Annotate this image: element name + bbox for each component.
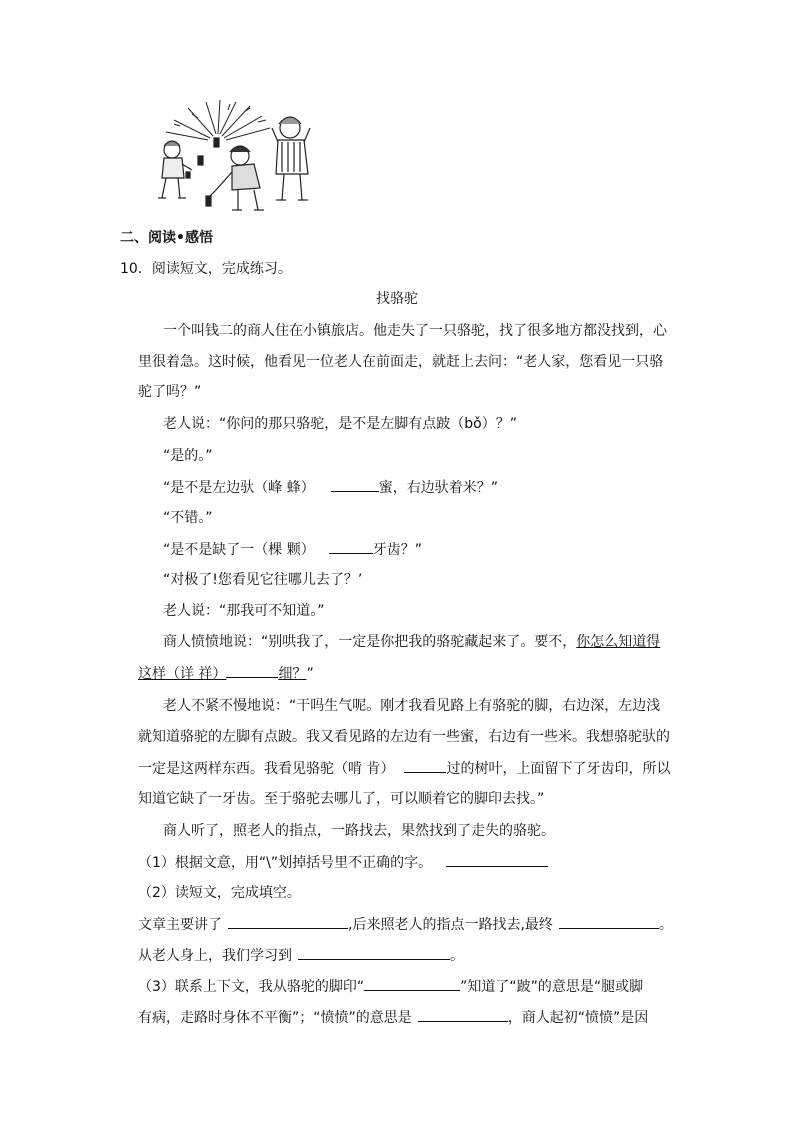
- passage-title: 找骆驼: [376, 291, 418, 307]
- paragraph-9-line-3-text-a: 一定是这两样东西。我看见骆驼（啃 肯）: [138, 761, 395, 777]
- passage-paragraph-9-line-3: [138, 758, 670, 779]
- question-3-line-1-text-a: （3）联系上下文，我从骆驼的脚印“: [138, 979, 365, 995]
- dialogue-line-3-text-b: 蜜，右边驮着米？”: [378, 480, 498, 496]
- passage-paragraph-9-line-2: 就知道骆驼的左脚有点跛。我又看见路的左边有一些蜜，右边有一些米。我想骆驼驮的: [138, 729, 670, 745]
- dialogue-line-8: [163, 632, 660, 652]
- question-2-line-2-text-a: 从老人身上，我们学习到: [138, 948, 292, 964]
- question-2-line-1-text-c: 。: [658, 917, 673, 933]
- question-2-line-1: [138, 914, 673, 935]
- answer-field-q2-result[interactable]: [559, 914, 659, 929]
- dialogue-line-3-text-a: “是不是左边驮（峰 蜂）: [163, 480, 315, 496]
- dialogue-line-5-text-a: “是不是缺了一（棵 颗）: [163, 542, 315, 558]
- answer-field-q3-footprint[interactable]: [364, 976, 460, 991]
- dialogue-line-7: 老人说：“那我可不知道。”: [163, 603, 325, 619]
- answer-blank-ke[interactable]: [329, 539, 373, 554]
- passage-paragraph-9-line-4: 知道它缺了一牙齿。至于骆驼去哪儿了，可以顺着它的脚印去找。”: [138, 791, 545, 807]
- answer-field-q1[interactable]: [446, 852, 548, 867]
- passage-paragraph-1-line-1: 一个叫钱二的商人住在小镇旅店。他走失了一只骆驼，找了很多地方都没找到，心: [163, 323, 667, 339]
- question-2-line-2: [138, 945, 464, 966]
- answer-blank-xiang[interactable]: [234, 663, 278, 678]
- underlined-phrase-part-3: 细？: [278, 666, 307, 682]
- dialogue-line-4: “不错。”: [163, 510, 213, 526]
- question-3-line-1-text-b: ”知道了“跛”的意思是“腿或脚: [460, 979, 644, 995]
- firework-sparks: [166, 100, 270, 140]
- passage-paragraph-1-line-3: 驼了吗？”: [138, 384, 202, 400]
- answer-field-q2-summary[interactable]: [228, 914, 348, 929]
- question-3-line-2-text-b: ，商人起初“愤愤”是因: [507, 1010, 649, 1026]
- right-child-figure: [272, 117, 310, 200]
- question-2-line-1-text-a: 文章主要讲了: [138, 917, 222, 933]
- question-3-line-2-text-a: 有病，走路时身体不平衡”；“愤愤”的意思是: [138, 1010, 412, 1026]
- dialogue-line-1: 老人说：“你问的那只骆驼，是不是左脚有点跛（bǒ）？”: [163, 416, 517, 432]
- middle-child-figure: [210, 146, 264, 210]
- question-2: （2）读短文，完成填空。: [138, 885, 301, 901]
- passage-paragraph-9-line-1: 老人不紧不慢地说：“干吗生气呢。刚才我看见路上有骆驼的脚，右边深，左边浅: [163, 698, 661, 714]
- paragraph-9-line-3-text-b: 过的树叶，上面留下了牙齿印，所以: [446, 761, 671, 777]
- passage-paragraph-10: 商人听了，照老人的指点，一路找去，果然找到了走失的骆驼。: [163, 823, 555, 839]
- dialogue-line-8-text: 商人愤愤地说：“别哄我了，一定是你把我的骆驼藏起来了。要不，: [163, 634, 577, 650]
- underlined-phrase-part-2: 这样（详 祥）: [138, 666, 227, 682]
- question-3-line-1: [138, 976, 643, 997]
- question-1-text: （1）根据文意，用“\”划掉括号里不正确的字。: [138, 855, 433, 871]
- answer-blank-ken[interactable]: [404, 758, 446, 773]
- question-10-header: 10．阅读短文，完成练习。: [120, 261, 292, 277]
- answer-field-q2-lesson[interactable]: [298, 945, 450, 960]
- answer-blank-feng[interactable]: [331, 477, 379, 492]
- question-2-line-2-text-b: 。: [450, 948, 464, 964]
- closing-quote: ”: [306, 666, 314, 682]
- dialogue-line-5: [163, 539, 422, 560]
- underlined-phrase-part-1: 你怎么知道得: [576, 634, 661, 650]
- left-child-figure: [158, 141, 192, 198]
- section-heading: 二、阅读•感悟: [120, 230, 213, 246]
- firecracker-1: [214, 138, 219, 147]
- dialogue-line-5-text-b: 牙齿？”: [372, 542, 422, 558]
- dialogue-line-6: “对极了!您看见它往哪儿去了？’: [163, 572, 363, 588]
- dialogue-line-8-continued: [138, 663, 314, 684]
- dialogue-line-2: “是的。”: [163, 448, 213, 464]
- question-3-line-2: [138, 1007, 648, 1028]
- passage-paragraph-1-line-2: 里很着急。这时候，他看见一位老人在前面走，就赶上去问：“老人家，您看见一只骆: [138, 354, 664, 370]
- question-2-line-1-text-b: ,后来照老人的指点一路找去,最终: [348, 917, 553, 933]
- answer-field-q3-fenfen[interactable]: [418, 1007, 508, 1022]
- firecracker-children-illustration: [158, 98, 318, 214]
- dialogue-line-3: [163, 477, 498, 498]
- question-1: [138, 852, 548, 873]
